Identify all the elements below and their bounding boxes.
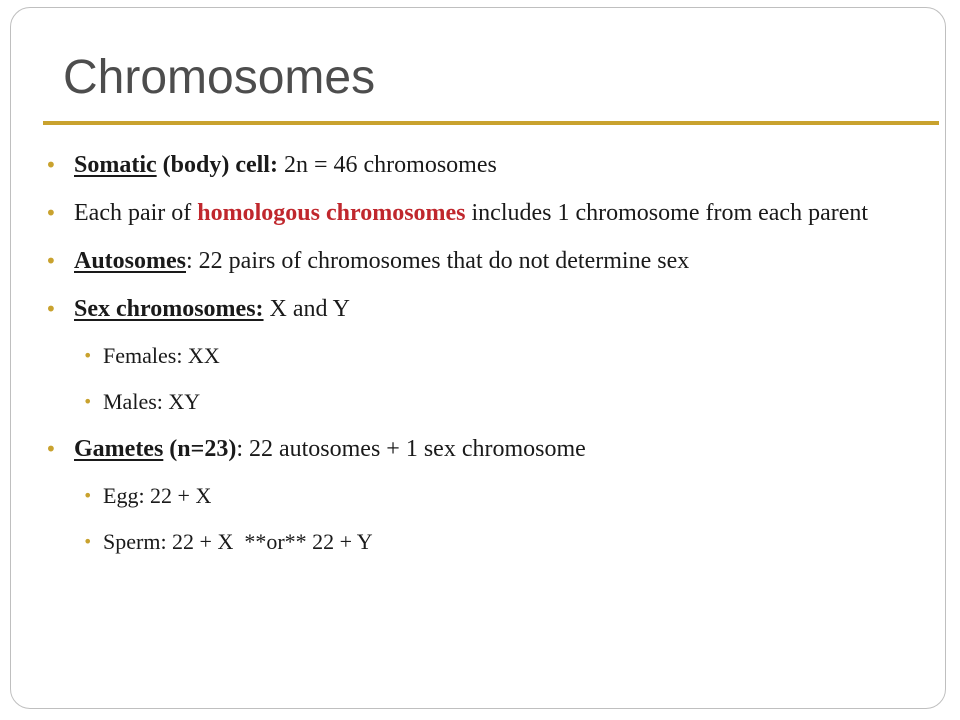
bullet-autosomes	[45, 243, 925, 279]
gametes-qualifier: (n=23)	[163, 436, 237, 462]
sub-bullet-sperm	[45, 525, 925, 558]
bullet-dot-icon: •	[45, 437, 57, 461]
bullet-dot-icon: •	[83, 532, 93, 551]
title-divider	[43, 121, 939, 125]
bullet-list	[45, 147, 925, 571]
bullet-homologous	[45, 195, 925, 231]
sex-chromosomes-text: X and Y	[263, 296, 350, 322]
term-somatic: Somatic	[74, 152, 157, 178]
term-sex-chromosomes: Sex chromosomes:	[74, 296, 264, 322]
bullet-dot-icon: •	[45, 249, 57, 273]
homologous-pre: Each pair of	[74, 200, 198, 226]
slide	[10, 7, 946, 709]
gametes-text: : 22 autosomes + 1 sex chromosome	[236, 436, 586, 462]
term-homologous: homologous chromosomes	[197, 200, 466, 226]
bullet-gametes	[45, 431, 925, 467]
slide-title: Chromosomes	[63, 51, 376, 104]
males-text: Males: XY	[103, 389, 201, 414]
somatic-text: 2n = 46 chromosomes	[277, 152, 497, 178]
bullet-sex-chromosomes	[45, 291, 925, 327]
sperm-text: Sperm: 22 + X **or** 22 + Y	[103, 529, 373, 554]
autosomes-text: : 22 pairs of chromosomes that do not determine sex	[186, 248, 690, 274]
term-autosomes: Autosomes	[74, 248, 186, 274]
homologous-post: includes 1 chromosome from each parent	[465, 200, 869, 226]
bullet-dot-icon: •	[45, 201, 57, 225]
term-gametes: Gametes	[74, 436, 164, 462]
sub-bullet-males	[45, 385, 925, 418]
sub-bullet-females	[45, 339, 925, 372]
bullet-dot-icon: •	[83, 486, 93, 505]
somatic-qualifier: (body) cell:	[156, 152, 278, 178]
bullet-somatic	[45, 147, 925, 183]
females-text: Females: XX	[103, 343, 220, 368]
egg-text: Egg: 22 + X	[103, 483, 212, 508]
bullet-dot-icon: •	[83, 346, 93, 365]
bullet-dot-icon: •	[83, 392, 93, 411]
bullet-dot-icon: •	[45, 297, 57, 321]
sub-bullet-egg	[45, 479, 925, 512]
bullet-dot-icon: •	[45, 153, 57, 177]
